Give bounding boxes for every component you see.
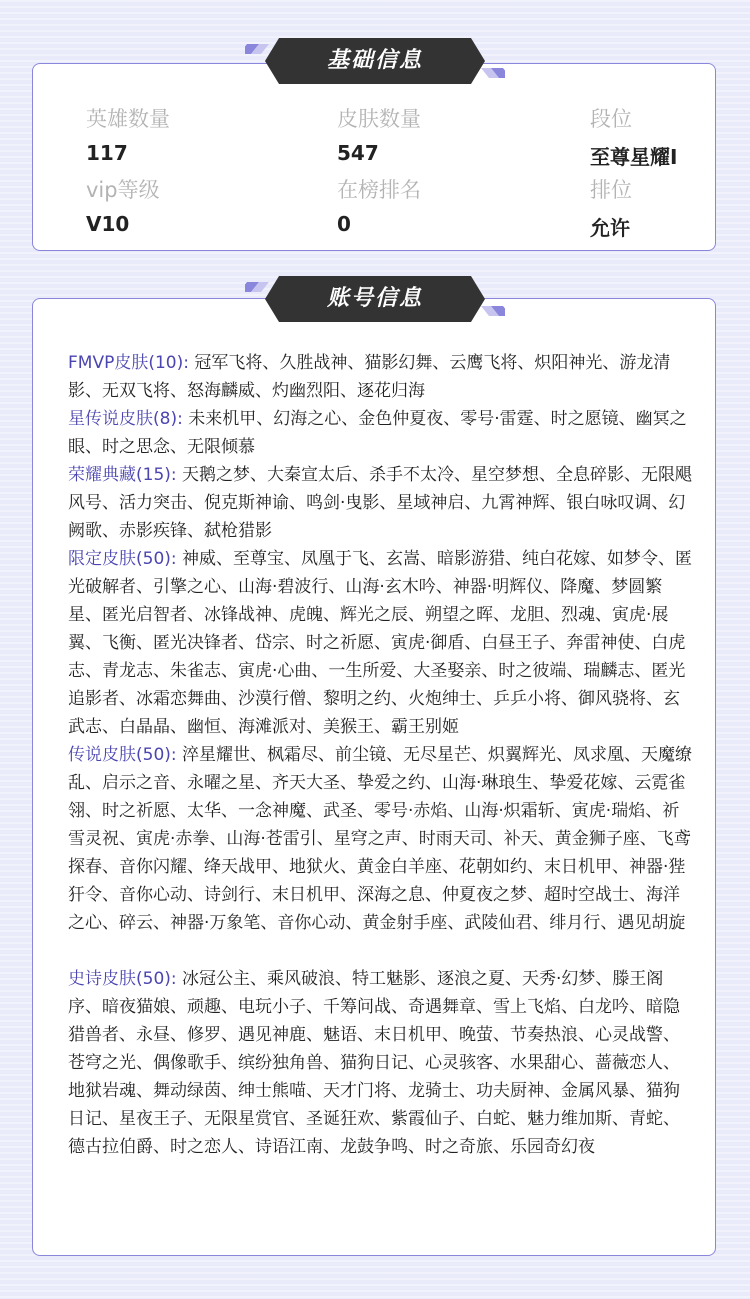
stat-label: 英雄数量 [86,107,170,131]
basic-info-title: 基础信息 [326,48,423,73]
section-items: 淬星耀世、枫霜尽、前尘镜、无尽星芒、炽翼辉光、凤求凰、天魔缭乱、启示之音、永曜之星、齐天大圣、挚爱之约、山海·琳琅生、挚爱花嫁、云霓雀翎、时之祈愿、太华、一念神魔、武圣、零号·赤焰、山海·炽霜斩、寅虎·瑞焰、祈雪灵祝、寅虎·赤拳、山海·苍雷引、星穹之声、时雨天司、补天、黄金狮子座、飞鸢探春、音你闪耀、绛天战甲、地狱火、黄金白羊座、花朝如约、末日机甲、神器·狴犴令、音你心动、诗剑行、末日机甲、深海之息、仲夏夜之梦、超时空战士、海洋之心、碎云、神器·万象笔、音你心动、黄金射手座、武陵仙君、绯月行、遇见胡旋 [68,745,693,933]
stat-value: 至尊星耀I [590,145,678,169]
stat-skin-count [337,103,421,165]
section-title: 荣耀典藏(15): [68,465,177,485]
section-title: 星传说皮肤(8): [68,409,183,429]
section-items: 冠军飞将、久胜战神、猫影幻舞、云鹰飞将、炽阳神光、游龙清影、无双飞将、怒海麟威、灼幽烈阳、逐花归海 [68,353,671,401]
stat-value: 0 [337,212,351,236]
skin-list [68,349,693,1161]
skin-section-epic [68,965,693,1161]
stat-value: V10 [86,212,130,236]
stat-hero-count [86,103,170,165]
stat-label: 段位 [590,107,632,131]
stat-label: vip等级 [86,178,160,202]
stat-value: 允许 [590,216,630,240]
section-title: 史诗皮肤(50): [68,969,177,989]
section-items: 天鹅之梦、大秦宣太后、杀手不太冷、星空梦想、全息碎影、无限飓风号、活力突击、倪克斯神谕、鸣剑·曳影、星域神启、九霄神辉、银白咏叹调、幻阙歌、赤影疾锋、弑枪猎影 [68,465,693,541]
section-spacer [68,937,693,965]
skin-section-fmvp [68,349,693,405]
stat-rank-tier [590,103,677,170]
section-items: 神威、至尊宝、凤凰于飞、玄嵩、暗影游猎、纯白花嫁、如梦令、匿光破解者、引擎之心、山海·碧波行、山海·玄木吟、神器·明辉仪、降魔、梦圆繁星、匿光启智者、冰锋战神、虎魄、辉光之辰、朔望之晖、龙胆、烈魂、寅虎·展翼、飞衡、匿光决锋者、岱宗、时之祈愿、寅虎·御盾、白昼王子、奔雷神使、白虎志、青龙志、朱雀志、寅虎·心曲、一生所爱、大圣娶亲、时之彼端、瑞麟志、匿光追影者、冰霜恋舞曲、沙漠行僧、黎明之约、火炮绅士、乒乒小将、御风骁将、玄武志、白晶晶、幽恒、海滩派对、美猴王、霸王别姬 [68,549,693,737]
stat-label: 排位 [590,178,632,202]
section-title: FMVP皮肤(10): [68,353,189,373]
skin-section-limited [68,545,693,741]
section-title: 传说皮肤(50): [68,745,177,765]
section-title: 限定皮肤(50): [68,549,177,569]
basic-info-banner [245,38,505,84]
skin-section-star-legend [68,405,693,461]
stat-value: 117 [86,141,128,165]
stat-leaderboard-rank [337,174,421,236]
stat-value: 547 [337,141,379,165]
stat-ranked-allowed [590,174,632,241]
stat-vip-level [86,174,160,236]
section-items: 未来机甲、幻海之心、金色仲夏夜、零号·雷霆、时之愿镜、幽冥之眼、时之思念、无限倾慕 [68,409,687,457]
skin-section-glory-collection [68,461,693,545]
stat-label: 皮肤数量 [337,107,421,131]
account-info-banner [245,276,505,322]
stat-label: 在榜排名 [337,178,421,202]
section-items: 冰冠公主、乘风破浪、特工魅影、逐浪之夏、天秀·幻梦、滕王阁序、暗夜猫娘、顽趣、电玩小子、千筹问战、奇遇舞章、雪上飞焰、白龙吟、暗隐猎兽者、永昼、修罗、遇见神鹿、魅语、末日机甲、晚萤、节奏热浪、心灵战警、苍穹之光、偶像歌手、缤纷独角兽、猫狗日记、心灵骇客、水果甜心、蔷薇恋人、地狱岩魂、舞动绿茵、绅士熊喵、天才门将、龙骑士、功夫厨神、金属风暴、猫狗日记、星夜王子、无限星赏官、圣诞狂欢、紫霞仙子、白蛇、魅力维加斯、青蛇、德古拉伯爵、时之恋人、诗语江南、龙鼓争鸣、时之奇旅、乐园奇幻夜 [68,969,680,1157]
account-info-title: 账号信息 [326,286,423,311]
skin-section-legend [68,741,693,937]
